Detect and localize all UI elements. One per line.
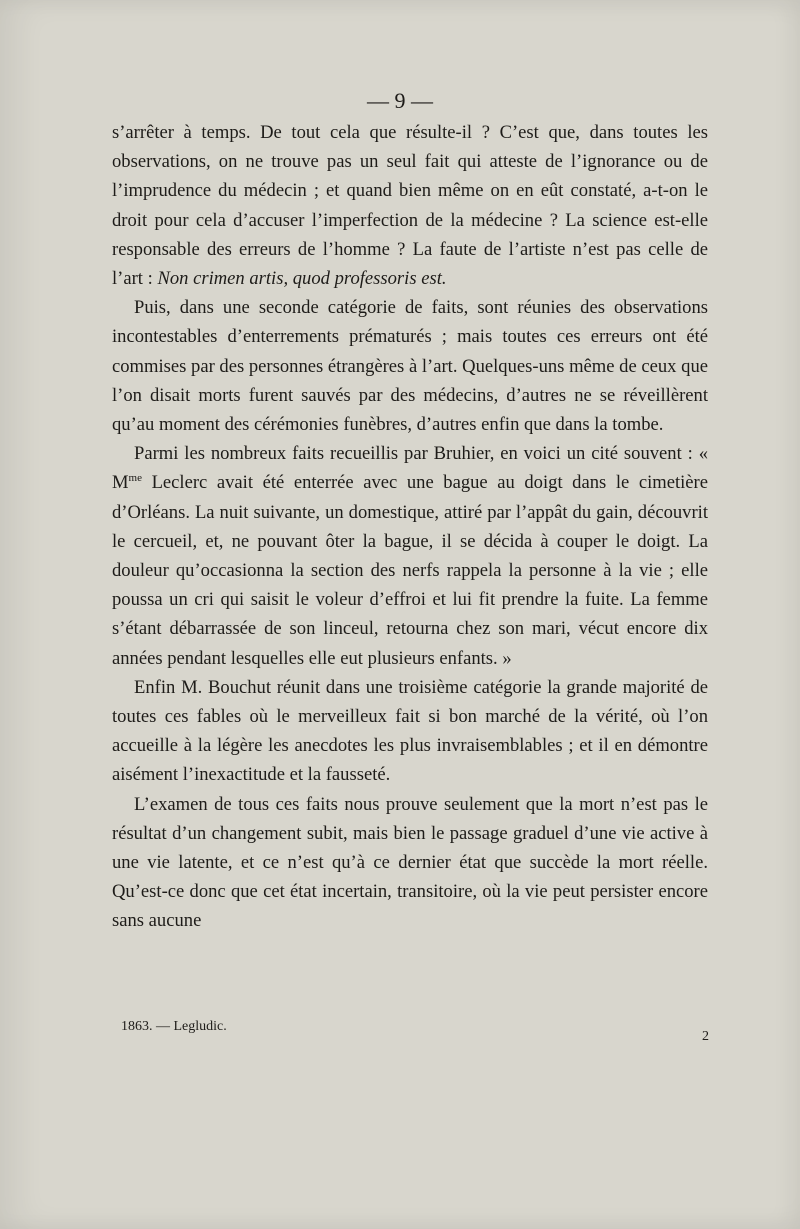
text-run: Leclerc avait été enterrée avec une bague au doigt dans le cimetière d’Orléans. La nuit suivante, un domestique, attiré par l’appât du gain, découvrit le cercueil, et, ne pouvant ôter la bague, il se décida à couper le doigt. La douleur qu’occasionna la section des nerfs rappela la personne à la vie ; elle poussa un cri qui saisit le voleur d’effroi et lui fit prendre la fuite. La femme s’étant débarrassée de son linceul, retourna chez son mari, vécut encore dix années pendant lesquelles elle eut plusieurs enfants. » xyxy=(112,472,708,669)
footer-signature: 1863. — Legludic. xyxy=(121,1019,227,1034)
text-run: s’arrêter à temps. De tout cela que résulte-il ? C’est que, dans toutes les observations, on ne trouve pas un seul fait qui atteste de l’ignorance ou de l’imprudence du médecin ; et quand bien même on en eût constaté, a-t-on le droit pour cela d’accuser l’imperfection de la médecine ? La science est-elle responsable des erreurs de l’homme ? La faute de l’artiste n’est pas celle de l’art : xyxy=(112,122,708,290)
italic-phrase: Non crimen artis, quod professoris est. xyxy=(157,268,447,290)
paragraph xyxy=(112,118,708,293)
paragraph xyxy=(112,439,708,673)
paragraph xyxy=(112,790,708,936)
text-run: Parmi les nombreux faits recueillis par Bruhier, en voici un cité souvent : « M xyxy=(112,443,708,494)
text-run: L’examen de tous ces faits nous prouve seulement que la mort n’est pas le résultat d’un changement subit, mais bien le passage graduel d’une vie active à une vie latente, et ce n’est qu’à ce dernier état que succède la mort réelle. Qu’est-ce donc que cet état incertain, transitoire, où la vie peut persister encore sans aucune xyxy=(112,793,708,932)
body-text xyxy=(112,118,708,936)
paragraph xyxy=(112,293,708,439)
page-number: — 9 — xyxy=(367,88,433,113)
superscript: me xyxy=(128,472,142,485)
text-run: Enfin M. Bouchut réunit dans une troisième catégorie la grande majorité de toutes ces fables où le merveilleux fait si bon marché de la vérité, où l’on accueille à la légère les anecdotes les plus invraisemblables ; et il en démontre aisément l’inexactitude et la fausseté. xyxy=(112,676,708,786)
text-run: Puis, dans une seconde catégorie de faits, sont réunies des observations incontestables d’enterrements prématurés ; mais toutes ces erreurs ont été commises par des personnes étrangères à l’art. Quelques-uns même de ceux que l’on disait morts furent sauvés par des médecins, d’autres ne se réveillèrent qu’au moment des cérémonies funèbres, d’autres enfin que dans la tombe. xyxy=(112,297,708,436)
paragraph xyxy=(112,673,708,790)
footer-signature-mark: 2 xyxy=(702,1029,709,1044)
